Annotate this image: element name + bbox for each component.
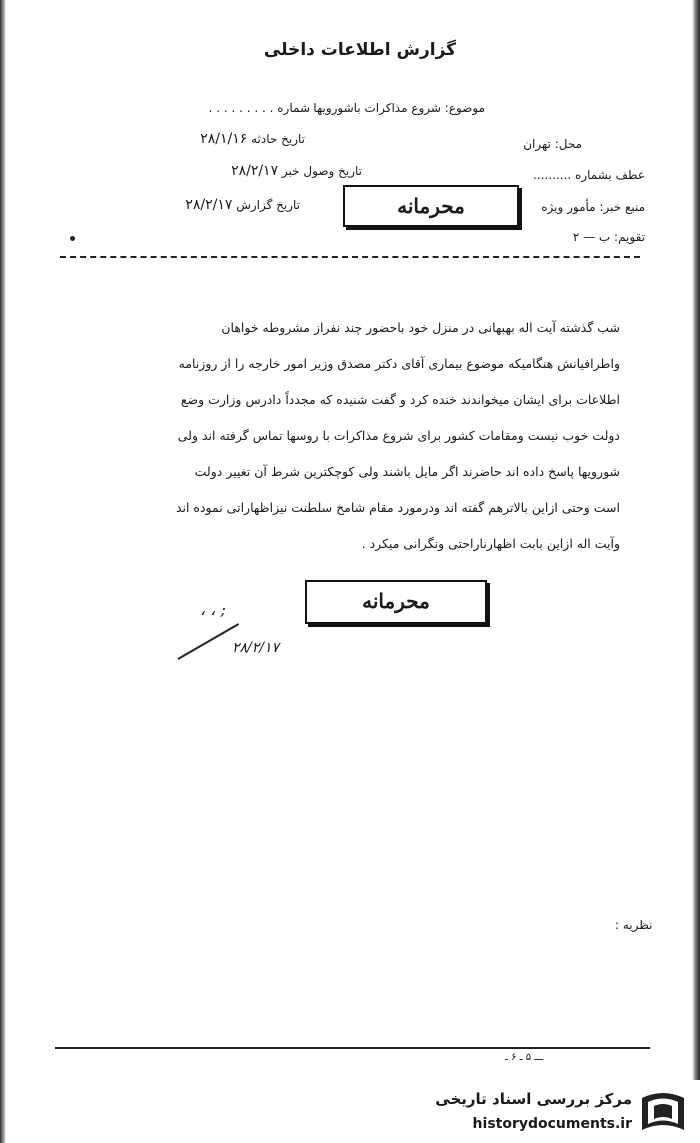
receipt-date-row bbox=[231, 163, 362, 179]
reference-label: عطف بشماره bbox=[575, 168, 645, 182]
signature-stroke bbox=[178, 623, 240, 660]
body-line: اطلاعات برای ایشان میخواندند خنده کرد و گفت شنیده که مجدداً دادرس وزارت وضع bbox=[180, 392, 620, 407]
body-line: واطرافیانش هنگامیکه موضوع بیماری آقای دکتر مصدق وزیر امور خارجه را از روزنامه bbox=[178, 356, 620, 371]
body-line: است وحتی ازاین بالاترهم گفته اند ودرمورد مقام شامخ سلطنت نیزاظهاراتی نموده اند bbox=[175, 500, 620, 515]
event-date-row bbox=[200, 131, 305, 147]
subject-row: موضوع: شروع مذاکرات باشورویها bbox=[313, 101, 485, 115]
report-date-value: ۲۸/۲/۱۷ bbox=[185, 197, 233, 213]
punch-dot bbox=[70, 236, 75, 241]
signature-date: ۲۸/۲/۱۷ bbox=[232, 640, 280, 656]
rating-label: تقویم bbox=[618, 230, 645, 244]
place-value: تهران bbox=[523, 137, 551, 151]
body-line: شب گذشته آیت اله بهبهانی در منزل خود باحضور چند نفراز مشروطه خواهان bbox=[221, 320, 620, 335]
report-body bbox=[95, 310, 620, 562]
body-line: شورویها پاسخ داده اند حاضرند اگر مایل باشند ولی کوچکترین شرط آن تغییر دولت bbox=[194, 464, 620, 479]
reference-row: عطف بشماره .......... bbox=[533, 168, 645, 182]
body-line: وآیت اله ازاین بابت اظهارناراحتی ونگرانی میکرد . bbox=[361, 536, 620, 551]
document-title: گزارش اطلاعات داخلی bbox=[263, 40, 457, 60]
scan-edge-right bbox=[692, 0, 700, 1080]
rating-row: تقویم: ب — ۲ bbox=[572, 230, 645, 244]
event-date-label: تاریخ حادثه bbox=[251, 132, 305, 146]
report-date-row bbox=[185, 197, 300, 213]
source-row: منبع خبر: مأمور ویژه bbox=[541, 200, 645, 214]
signature-mark: ، ، ; bbox=[200, 600, 226, 619]
report-date-label: تاریخ گزارش bbox=[236, 198, 300, 212]
receipt-date-value: ۲۸/۲/۱۷ bbox=[231, 163, 279, 179]
rating-value: ب — ۲ bbox=[572, 230, 611, 244]
archive-site: historydocuments.ir bbox=[472, 1116, 632, 1132]
confidential-stamp-top: محرمانه bbox=[343, 185, 519, 227]
scan-edge-left bbox=[0, 0, 6, 1143]
archive-logo-icon bbox=[636, 1088, 690, 1138]
footer-separator bbox=[55, 1047, 650, 1049]
number-label: شماره bbox=[277, 101, 310, 115]
receipt-date-label: تاریخ وصول خبر bbox=[281, 164, 362, 178]
opinion-label: نظریه : bbox=[615, 918, 653, 932]
confidential-stamp-bottom: محرمانه bbox=[305, 580, 487, 624]
number-row: شماره . . . . . . . . . bbox=[208, 101, 310, 115]
footer-marks: ـــ ۵ ـ ۶ ـ bbox=[505, 1052, 544, 1063]
place-label: محل bbox=[558, 137, 582, 151]
header-separator bbox=[60, 256, 640, 258]
archive-name: مرکز بررسی اسناد تاریخی bbox=[435, 1090, 632, 1108]
subject-value: شروع مذاکرات باشورویها bbox=[313, 101, 441, 115]
place-row: محل: تهران bbox=[523, 137, 582, 151]
subject-label: موضوع bbox=[448, 101, 485, 115]
body-line: دولت خوب نیست ومقامات کشور برای شروع مذاکرات با روسها تماس گرفته اند ولی bbox=[177, 428, 620, 443]
event-date-value: ۲۸/۱/۱۶ bbox=[200, 131, 248, 147]
source-value: مأمور ویژه bbox=[541, 200, 596, 214]
source-label: منبع خبر bbox=[603, 200, 645, 214]
